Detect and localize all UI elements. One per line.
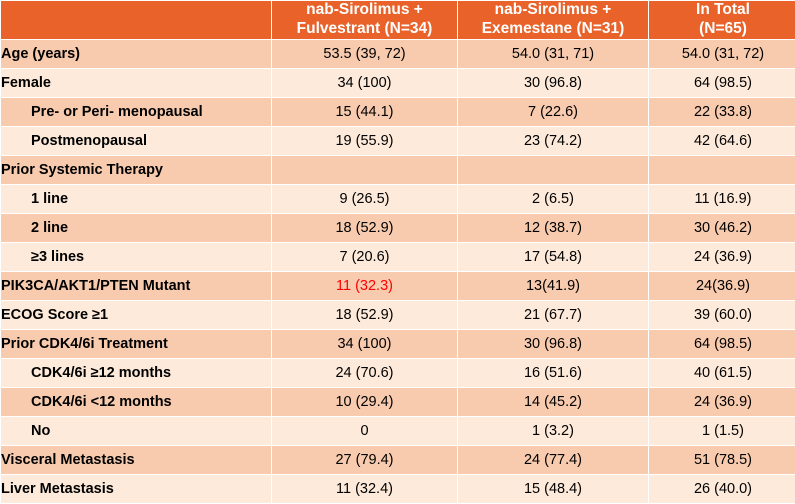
cell-fulvestrant: 34 (100) bbox=[272, 329, 458, 358]
cell-exemestane: 7 (22.6) bbox=[458, 97, 649, 126]
table-row bbox=[1, 358, 795, 387]
table-row bbox=[1, 184, 795, 213]
table-row bbox=[1, 126, 795, 155]
table-row bbox=[1, 387, 795, 416]
cell-fulvestrant: 34 (100) bbox=[272, 68, 458, 97]
row-label: Liver Metastasis bbox=[1, 474, 272, 503]
cell-exemestane: 24 (77.4) bbox=[458, 445, 649, 474]
cell-exemestane: 2 (6.5) bbox=[458, 184, 649, 213]
header-total-line1: In Total bbox=[649, 1, 795, 20]
table-row bbox=[1, 39, 795, 68]
cell-fulvestrant: 18 (52.9) bbox=[272, 300, 458, 329]
cell-fulvestrant: 9 (26.5) bbox=[272, 184, 458, 213]
header-cell-total bbox=[649, 1, 795, 40]
row-label: CDK4/6i ≥12 months bbox=[1, 358, 272, 387]
table-row bbox=[1, 271, 795, 300]
cell-fulvestrant: 24 (70.6) bbox=[272, 358, 458, 387]
cell-total bbox=[649, 155, 795, 184]
cell-total: 51 (78.5) bbox=[649, 445, 795, 474]
table-row bbox=[1, 474, 795, 503]
table-row bbox=[1, 97, 795, 126]
table-row bbox=[1, 213, 795, 242]
cell-exemestane: 17 (54.8) bbox=[458, 242, 649, 271]
cell-total: 42 (64.6) bbox=[649, 126, 795, 155]
cell-fulvestrant: 18 (52.9) bbox=[272, 213, 458, 242]
row-label: 2 line bbox=[1, 213, 272, 242]
header-exemestane-line1: nab-Sirolimus + bbox=[458, 1, 648, 20]
cell-exemestane: 12 (38.7) bbox=[458, 213, 649, 242]
cell-exemestane: 15 (48.4) bbox=[458, 474, 649, 503]
row-label: Age (years) bbox=[1, 39, 272, 68]
cell-fulvestrant: 53.5 (39, 72) bbox=[272, 39, 458, 68]
header-cell-label bbox=[1, 1, 272, 40]
cell-exemestane: 30 (96.8) bbox=[458, 329, 649, 358]
cell-exemestane: 14 (45.2) bbox=[458, 387, 649, 416]
row-label: Pre- or Peri- menopausal bbox=[1, 97, 272, 126]
cell-exemestane: 16 (51.6) bbox=[458, 358, 649, 387]
cell-total: 1 (1.5) bbox=[649, 416, 795, 445]
cell-exemestane: 13(41.9) bbox=[458, 271, 649, 300]
cell-exemestane: 21 (67.7) bbox=[458, 300, 649, 329]
cell-total: 22 (33.8) bbox=[649, 97, 795, 126]
cell-total: 39 (60.0) bbox=[649, 300, 795, 329]
cell-fulvestrant: 15 (44.1) bbox=[272, 97, 458, 126]
table-body bbox=[1, 39, 795, 503]
cell-total: 24 (36.9) bbox=[649, 387, 795, 416]
row-label: No bbox=[1, 416, 272, 445]
cell-fulvestrant: 27 (79.4) bbox=[272, 445, 458, 474]
row-label: PIK3CA/AKT1/PTEN Mutant bbox=[1, 271, 272, 300]
header-row bbox=[1, 1, 795, 40]
header-cell-exemestane bbox=[458, 1, 649, 40]
cell-exemestane bbox=[458, 155, 649, 184]
cell-fulvestrant: 11 (32.3) bbox=[272, 271, 458, 300]
table-row bbox=[1, 416, 795, 445]
cell-exemestane: 1 (3.2) bbox=[458, 416, 649, 445]
row-label: Prior Systemic Therapy bbox=[1, 155, 272, 184]
table-row bbox=[1, 155, 795, 184]
cell-total: 64 (98.5) bbox=[649, 68, 795, 97]
cell-fulvestrant: 7 (20.6) bbox=[272, 242, 458, 271]
table-row bbox=[1, 300, 795, 329]
header-fulvestrant-line1: nab-Sirolimus + bbox=[272, 1, 457, 20]
cell-exemestane: 54.0 (31, 71) bbox=[458, 39, 649, 68]
cell-total: 24(36.9) bbox=[649, 271, 795, 300]
cell-exemestane: 23 (74.2) bbox=[458, 126, 649, 155]
cell-total: 64 (98.5) bbox=[649, 329, 795, 358]
cell-fulvestrant: 19 (55.9) bbox=[272, 126, 458, 155]
cell-total: 30 (46.2) bbox=[649, 213, 795, 242]
row-label: Visceral Metastasis bbox=[1, 445, 272, 474]
cell-total: 54.0 (31, 72) bbox=[649, 39, 795, 68]
cell-total: 40 (61.5) bbox=[649, 358, 795, 387]
table-row bbox=[1, 329, 795, 358]
table-row bbox=[1, 68, 795, 97]
row-label: 1 line bbox=[1, 184, 272, 213]
row-label: Prior CDK4/6i Treatment bbox=[1, 329, 272, 358]
header-exemestane-line2: Exemestane (N=31) bbox=[458, 20, 648, 39]
cell-exemestane: 30 (96.8) bbox=[458, 68, 649, 97]
cell-total: 24 (36.9) bbox=[649, 242, 795, 271]
cell-fulvestrant: 10 (29.4) bbox=[272, 387, 458, 416]
cell-fulvestrant: 0 bbox=[272, 416, 458, 445]
row-label: Female bbox=[1, 68, 272, 97]
row-label: ≥3 lines bbox=[1, 242, 272, 271]
table-row bbox=[1, 445, 795, 474]
cell-total: 26 (40.0) bbox=[649, 474, 795, 503]
row-label: Postmenopausal bbox=[1, 126, 272, 155]
header-fulvestrant-line2: Fulvestrant (N=34) bbox=[272, 20, 457, 39]
cell-fulvestrant: 11 (32.4) bbox=[272, 474, 458, 503]
row-label: CDK4/6i <12 months bbox=[1, 387, 272, 416]
table-row bbox=[1, 242, 795, 271]
cell-total: 11 (16.9) bbox=[649, 184, 795, 213]
cell-fulvestrant bbox=[272, 155, 458, 184]
header-cell-fulvestrant bbox=[272, 1, 458, 40]
header-total-line2: (N=65) bbox=[649, 20, 795, 39]
table-header bbox=[1, 1, 795, 40]
row-label: ECOG Score ≥1 bbox=[1, 300, 272, 329]
